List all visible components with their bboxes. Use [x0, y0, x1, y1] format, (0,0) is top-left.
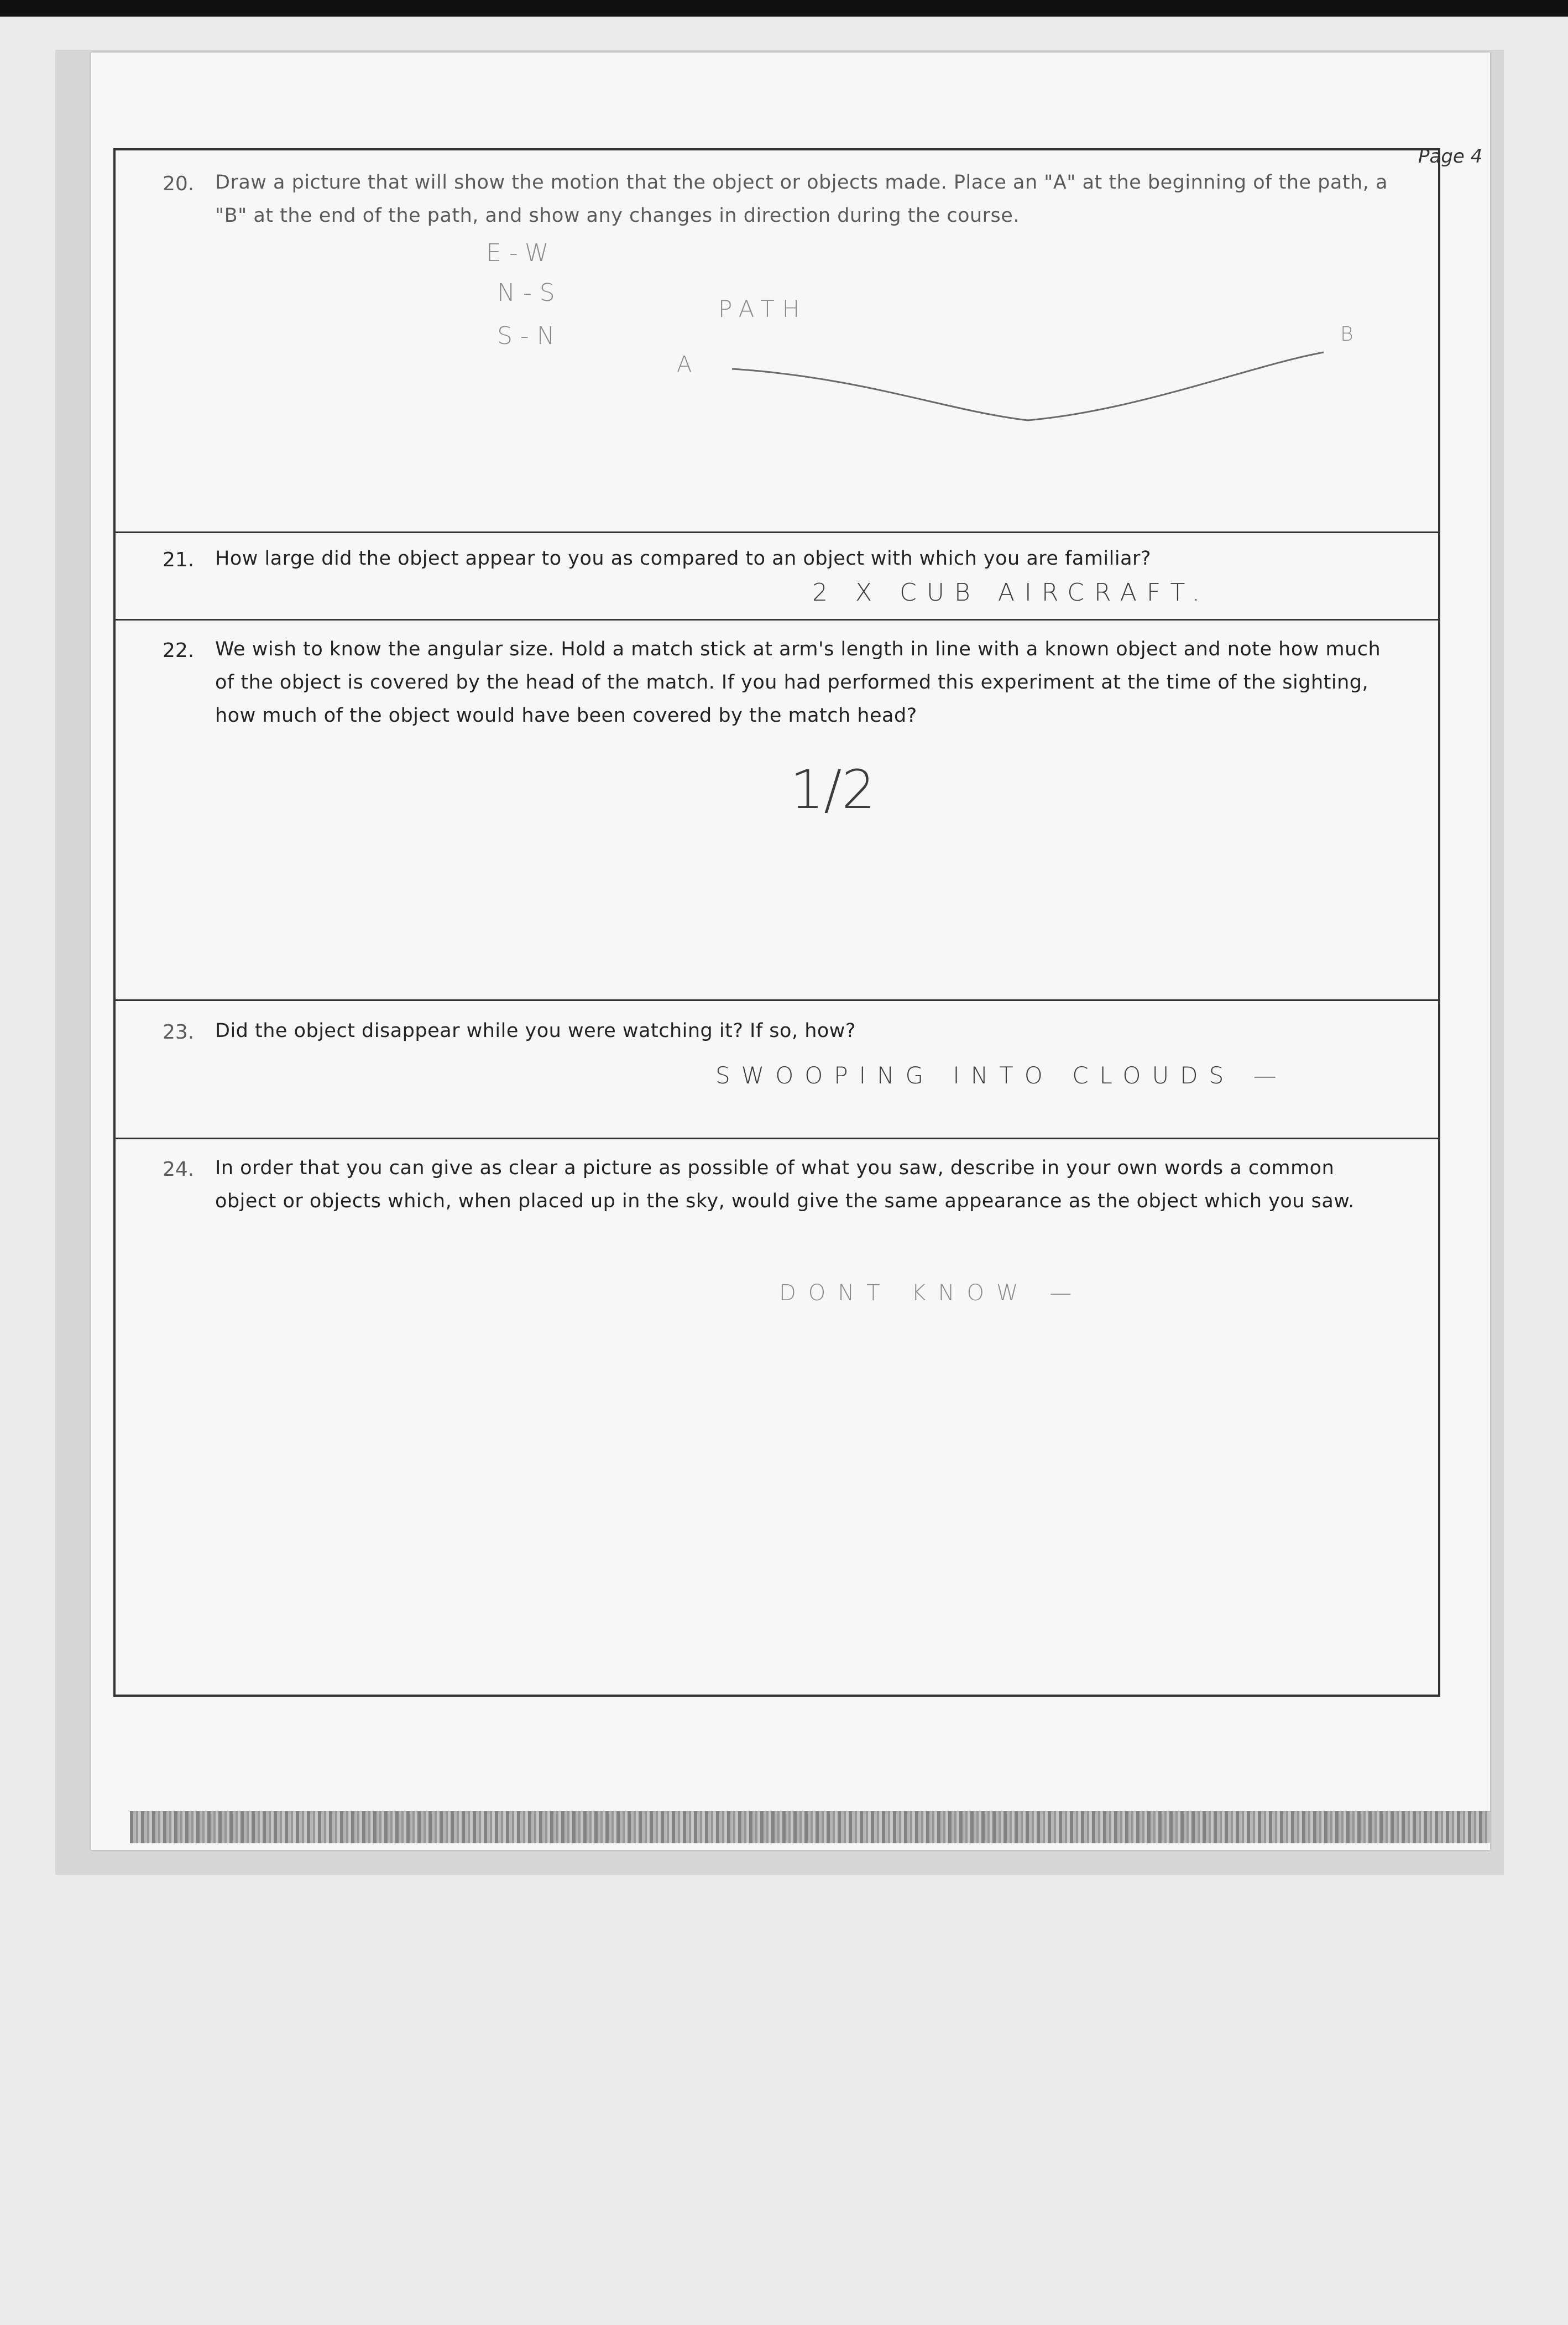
answer-text: 1/2	[790, 759, 876, 821]
question-text: We wish to know the angular size. Hold a match stick at arm's length in line with a known object and note how much of the object is covered by the head of the match. If you had performed this experiment at the time of the sighting, how much of the object would have been covered by the match head?	[215, 638, 1381, 727]
question-text: In order that you can give as clear a picture as possible of what you saw, describe in your own words a common object or objects which, when placed up in the sky, would give the same appearance as the object which you saw.	[215, 1157, 1355, 1212]
scan-top-edge	[0, 0, 1568, 17]
path-end-label: B	[1340, 323, 1361, 346]
question-number: 22.	[163, 639, 195, 662]
question-text: Did the object disappear while you were watching it? If so, how?	[215, 1020, 856, 1042]
answer-direction-1: E-W	[486, 239, 557, 267]
question-number: 21.	[163, 549, 195, 571]
answer-direction-2: N-S	[497, 279, 563, 307]
questionnaire-form	[113, 148, 1440, 1697]
answer-text: 2 X CUB AIRCRAFT.	[812, 578, 1210, 607]
question-20-section	[116, 150, 1438, 533]
question-number: 20.	[163, 173, 195, 195]
answer-text: SWOOPING INTO CLOUDS —	[715, 1062, 1288, 1089]
path-label: PATH	[718, 295, 808, 322]
question-text: Draw a picture that will show the motion that the object or objects made. Place an "A" at the beginning of the path, a "B" at the end of the path, and show any changes in direction during the course.	[215, 171, 1388, 227]
question-number: 24.	[163, 1158, 195, 1181]
question-24-section	[116, 1139, 1438, 1695]
answer-direction-3: S-N	[497, 322, 563, 350]
question-22-section	[116, 621, 1438, 1001]
question-21-section	[116, 533, 1438, 621]
question-number: 23.	[163, 1021, 195, 1044]
motion-path-line	[732, 352, 1324, 420]
page-number: Page 4	[1418, 145, 1483, 168]
answer-text: DONT KNOW —	[779, 1280, 1084, 1306]
question-text: How large did the object appear to you as compared to an object with which you are familiar?	[215, 548, 1151, 570]
motion-path-drawing	[116, 150, 1442, 533]
question-23-section	[116, 1001, 1438, 1139]
scan-bottom-band	[130, 1811, 1490, 1843]
path-start-label: A	[677, 352, 700, 377]
